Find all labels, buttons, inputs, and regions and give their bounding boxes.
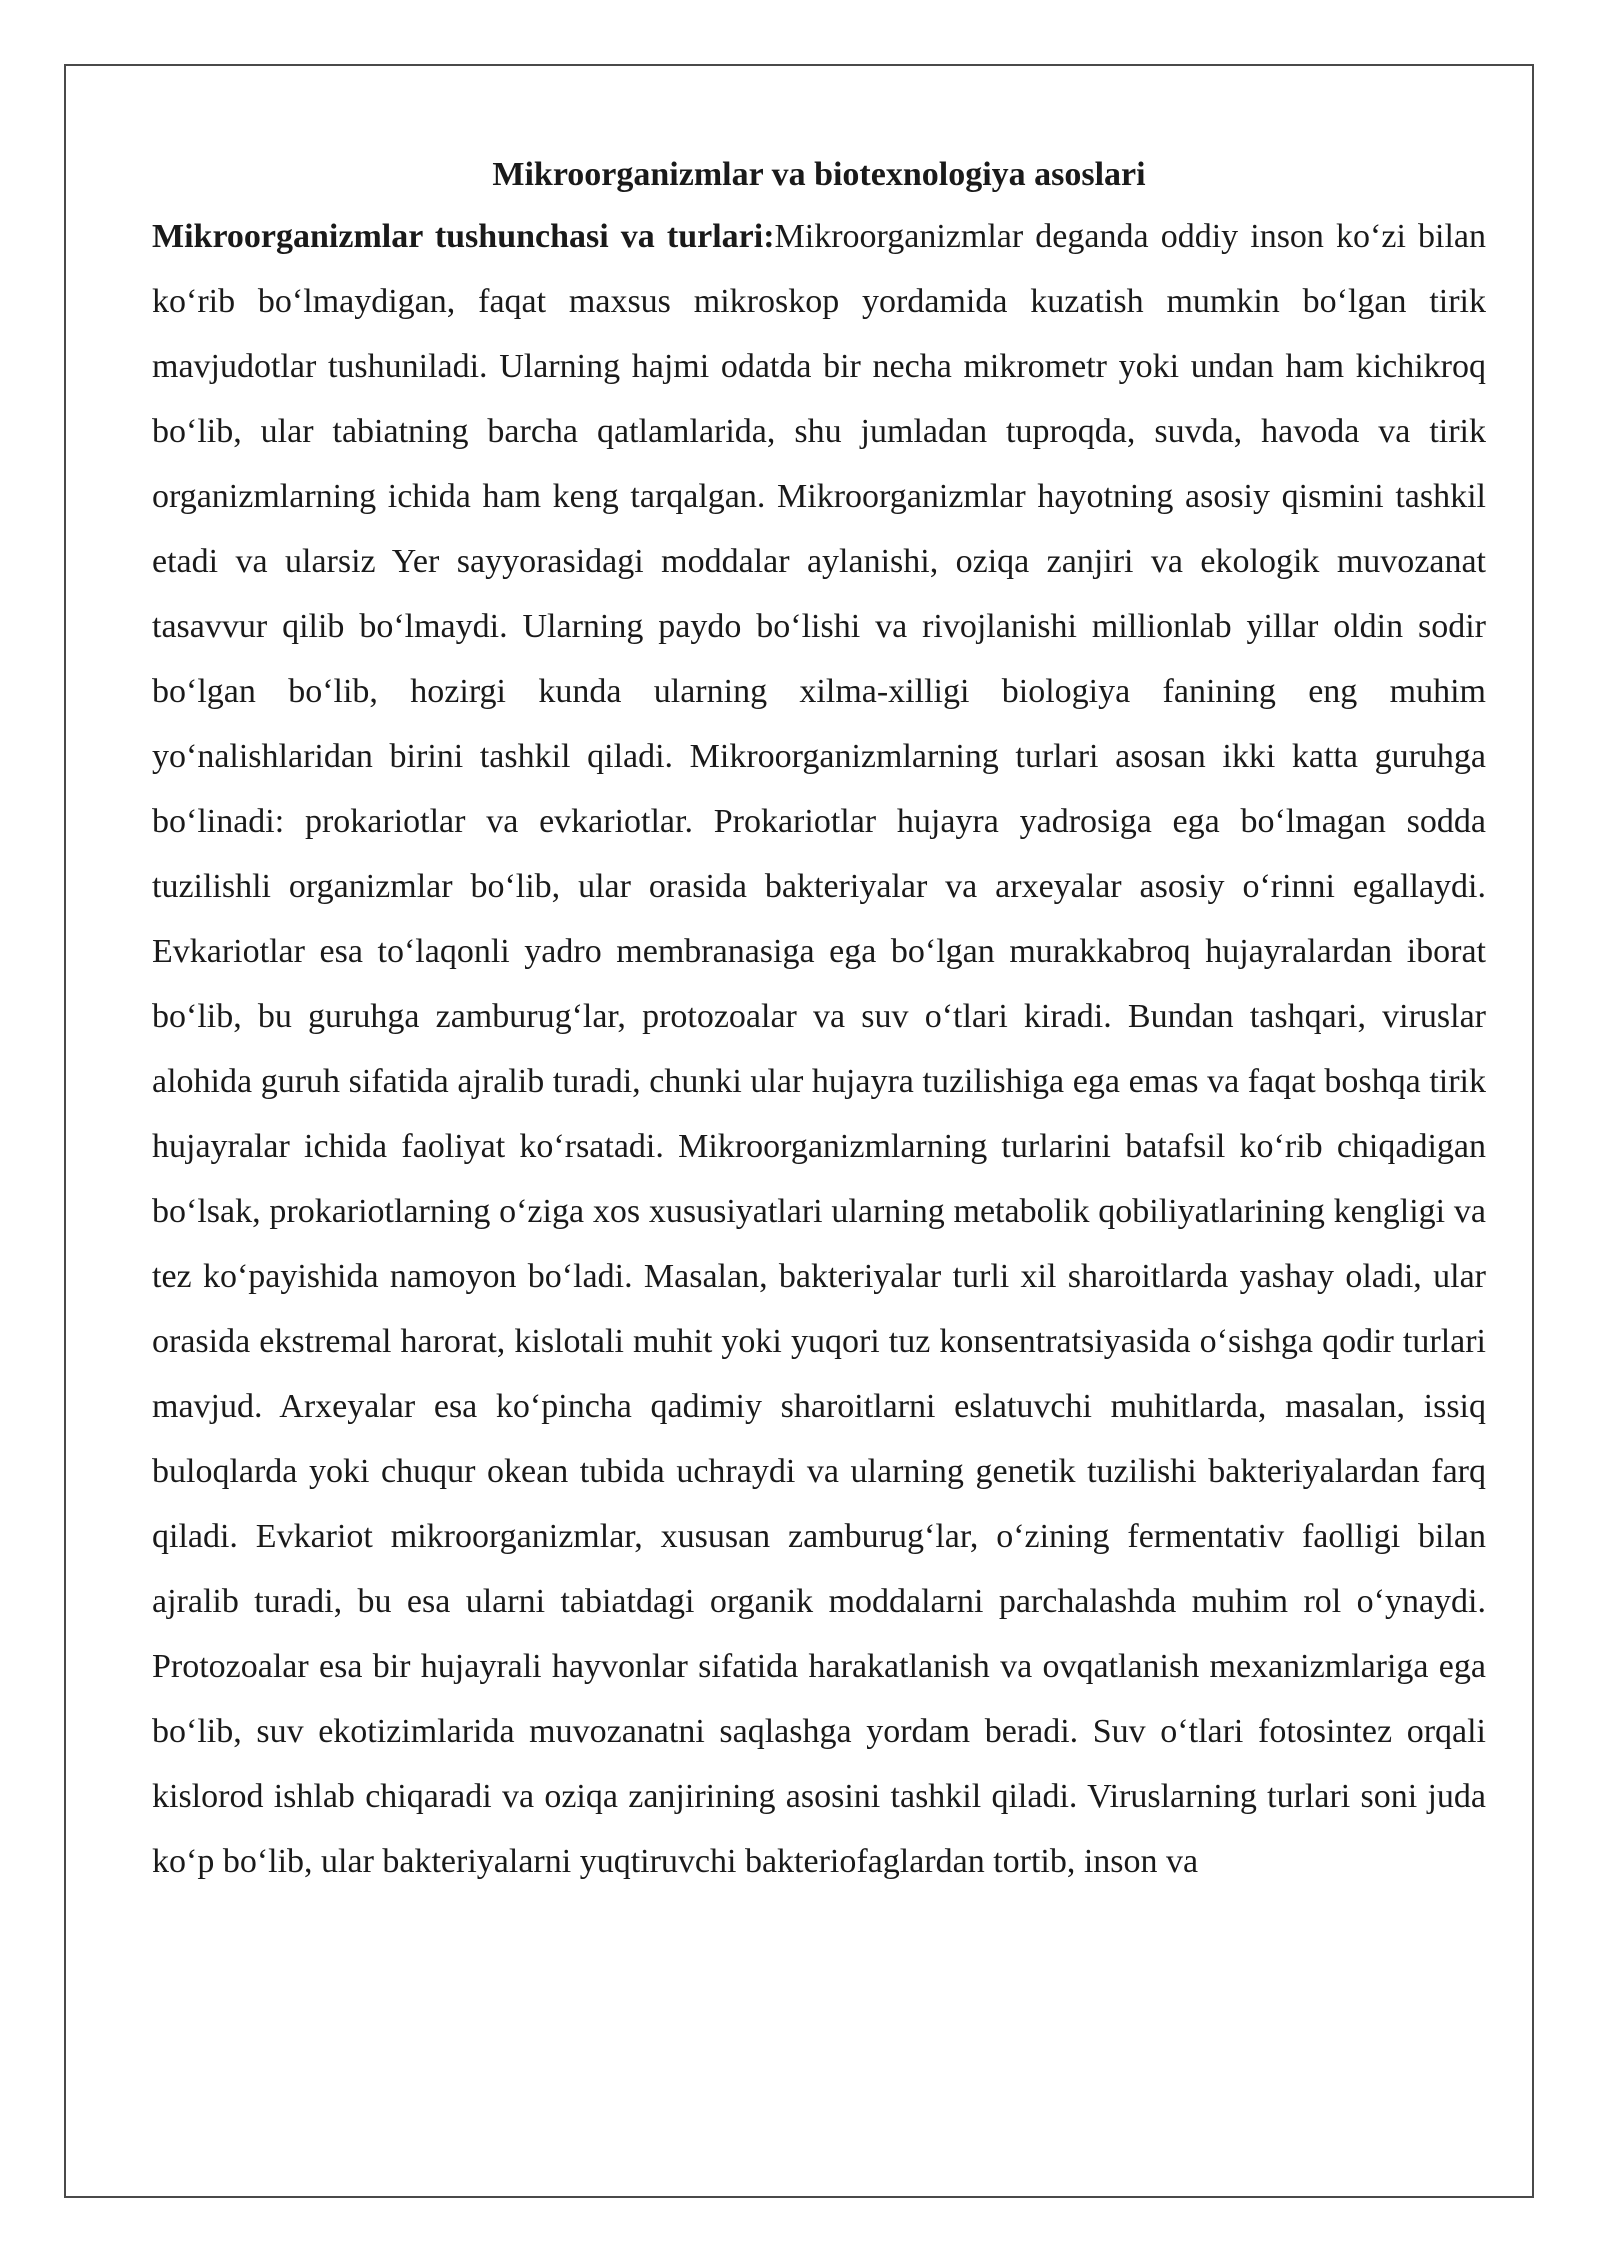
document-title: Mikroorganizmlar va biotexnologiya asoslari (492, 156, 1146, 193)
paragraph-text: Mikroorganizmlar deganda oddiy inson koʻzi bilan koʻrib boʻlmaydigan, faqat maxsus mikroskop yordamida kuzatish mumkin boʻlgan tirik mavjudotlar tushuniladi. Ularning hajmi odatda bir necha mikrometr yoki undan ham kichikroq boʻlib, ular tabiatning barcha qatlamlarida, shu jumladan tuproqda, suvda, havoda va tirik organizmlarning ichida ham keng tarqalgan. Mikroorganizmlar hayotning asosiy qismini tashkil etadi va ularsiz Yer sayyorasidagi moddalar aylanishi, oziqa zanjiri va ekologik muvozanat tasavvur qilib boʻlmaydi. Ularning paydo boʻlishi va rivojlanishi millionlab yillar oldin sodir boʻlgan boʻlib, hozirgi kunda ularning xilma-xilligi biologiya fanining eng muhim yoʻnalishlaridan birini tashkil qiladi. Mikroorganizmlarning turlari asosan ikki katta guruhga boʻlinadi: prokariotlar va evkariotlar. Prokariotlar hujayra yadrosiga ega boʻlmagan sodda tuzilishli organizmlar boʻlib, ular orasida bakteriyalar va arxeyalar asosiy oʻrinni egallaydi. Evkariotlar esa toʻlaqonli yadro membranasiga ega boʻlgan murakkabroq hujayralardan iborat boʻlib, bu guruhga zamburugʻlar, protozoalar va suv oʻtlari kiradi. Bundan tashqari, viruslar alohida guruh sifatida ajralib turadi, chunki ular hujayra tuzilishiga ega emas va faqat boshqa tirik hujayralar ichida faoliyat koʻrsatadi. Mikroorganizmlarning turlarini batafsil koʻrib chiqadigan boʻlsak, prokariotlarning oʻziga xos xususiyatlari ularning metabolik qobiliyatlarining kengligi va tez koʻpayishida namoyon boʻladi. Masalan, bakteriyalar turli xil sharoitlarda yashay oladi, ular orasida ekstremal harorat, kislotali muhit yoki yuqori tuz konsentratsiyasida oʻsishga qodir turlari mavjud. Arxeyalar esa koʻpincha qadimiy sharoitlarni eslatuvchi muhitlarda, masalan, issiq buloqlarda yoki chuqur okean tubida uchraydi va ularning genetik tuzilishi bakteriyalardan farq qiladi. Evkariot mikroorganizmlar, xususan zamburugʻlar, oʻzining fermentativ faolligi bilan ajralib turadi, bu esa ularni tabiatdagi organik moddalarni parchalashda muhim rol oʻynaydi. Protozoalar esa bir hujayrali hayvonlar sifatida harakatlanish va ovqatlanish mexanizmlariga ega boʻlib, suv ekotizimlarida muvozanatni saqlashga yordam beradi. Suv oʻtlari fotosintez orqali kislorod ishlab chiqaradi va oziqa zanjirining asosini tashkil qiladi. Viruslarning turlari soni juda koʻp boʻlib, ular bakteriyalarni yuqtiruvchi bakteriofaglardan tortib, inson va (152, 218, 1486, 1880)
section-heading: Mikroorganizmlar tushunchasi va turlari: (152, 218, 775, 255)
document-content (152, 148, 1486, 1894)
body-paragraph (152, 204, 1486, 1894)
